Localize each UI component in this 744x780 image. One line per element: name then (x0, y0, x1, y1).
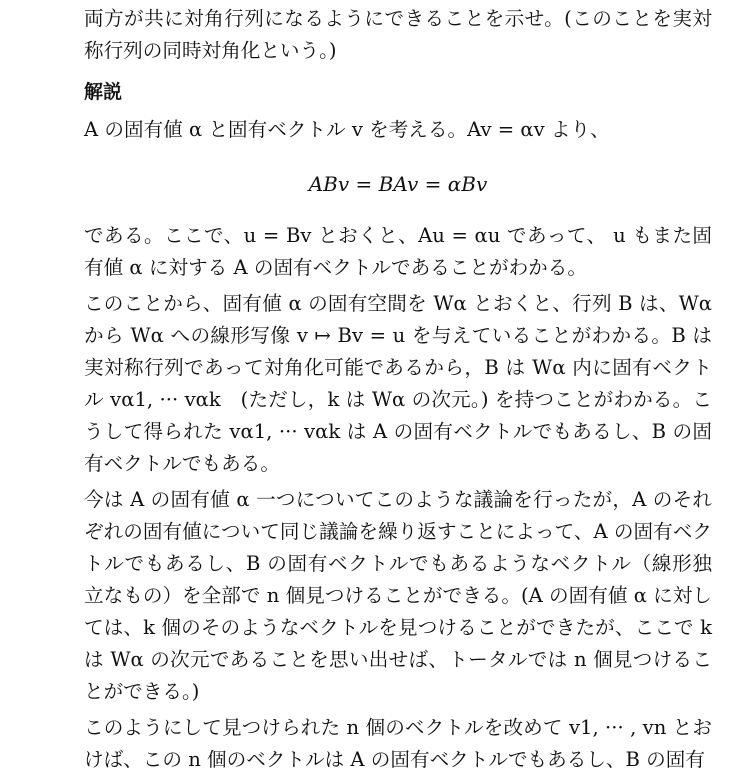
paragraph-repeat-argument: 今は A の固有値 α 一つについてこのような議論を行ったが，A のそれぞれの固有値について同じ議論を繰り返すことによって、A の固有ベクトルでもあるし、B の固有ベクトルでもあるようなベクトル（線形独立なもの）を全部で n 個見つけることができる。(A の固有値 α に対しては、k 個のそのようなベクトルを見つけることができたが、ここで k は Wα の次元であることを思い出せば、トータルでは n 個見つけることができる。) (84, 488, 712, 703)
intro-paragraph: 両方が共に対角行列になるようにできることを示せ。(このことを実対称行列の同時対角化という。) (84, 7, 712, 62)
paragraph-conclusion: このようにして見つけられた n 個のベクトルを改めて v1, ··· , vn とおけば、この n 個のベクトルは A の固有ベクトルでもあるし、B の固有 (84, 716, 712, 771)
paragraph-u-definition: である。ここで、u = Bv とおくと、Au = αu であって、 u もまた固有値 α に対する A の固有ベクトルであることがわかる。 (84, 224, 712, 279)
paragraph-eigenspace: このことから、固有値 α の固有空間を Wα とおくと、行列 B は、Wα から Wα への線形写像 v ↦ Bv = u を与えていることがわかる。B は実対称行列であって対角化可能であるから，B は Wα 内に固有ベクトル vα1, ··· vαk (ただし，k は Wα の次元。) を持つことがわかる。こうして得られた vα1, ··· vαk は A の固有ベクトルでもあるし、B の固有ベクトルでもある。 (84, 292, 712, 475)
paragraph-eigenvector: A の固有値 α と固有ベクトル v を考える。Av = αv より、 (84, 118, 610, 141)
display-equation: ABv = BAv = αBv (308, 172, 488, 196)
section-heading: 解説 (84, 81, 123, 103)
